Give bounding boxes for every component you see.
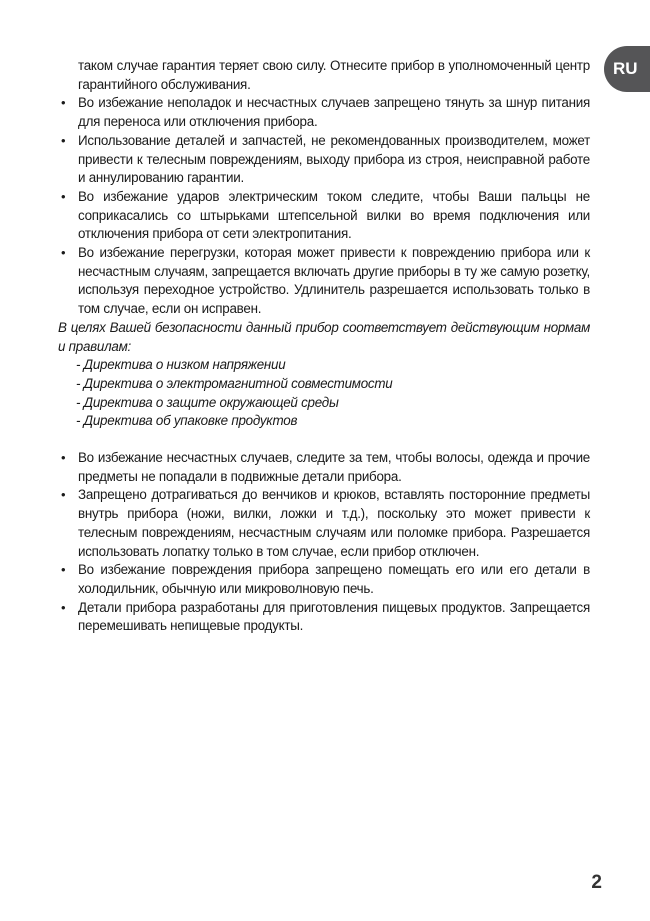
list-item-text: Во избежание несчастных случаев, следите за тем, чтобы волосы, одежда и прочие предметы не попадали в подвижные детали прибора. <box>78 450 590 484</box>
bullet-icon: • <box>61 188 66 204</box>
list-item-text: Во избежание неполадок и несчастных случаев запрещено тянуть за шнур питания для переноса или отключения прибора. <box>78 95 590 130</box>
bullet-icon: • <box>61 95 66 111</box>
bullet-icon: • <box>61 599 66 615</box>
bullet-icon: • <box>61 562 66 578</box>
directive-item: - Директива о низком напряжении <box>76 357 286 373</box>
list-item-text: Во избежание перегрузки, которая может привести к повреждению прибора или к несчастным случаям, запрещается включать другие приборы в ту же самую розетку, используя переходное устройство. Удлинитель разрешается использовать только в том случае, если он исправен. <box>78 245 590 317</box>
directive-item: - Директива об упаковке продуктов <box>76 413 298 429</box>
list-item <box>58 94 590 131</box>
language-tab: RU <box>604 46 650 92</box>
list-item-text: Детали прибора разработаны для приготовления пищевых продуктов. Запрещается перемешивать непищевые продукты. <box>78 599 590 634</box>
list-item <box>58 188 590 244</box>
list-item-text: Использование деталей и запчастей, не рекомендованных производителем, может привести к телесным повреждениям, выходу прибора из строя, неисправной работе и аннулированию гарантии. <box>78 132 590 186</box>
page-number: 2 <box>591 872 602 893</box>
list-item <box>58 244 590 319</box>
list-item-text: Во избежание повреждения прибора запрещено помещать его или его детали в холодильник, обычную или микроволновую печь. <box>78 562 590 596</box>
list-item <box>58 449 590 486</box>
directive-item: - Директива о защите окружающей среды <box>76 394 339 410</box>
bullet-list-1 <box>58 94 590 318</box>
list-item <box>58 486 590 561</box>
list-item <box>58 132 590 188</box>
list-item <box>58 561 590 598</box>
list-item-text: Запрещено дотрагиваться до венчиков и крюков, вставлять посторонние предметы внутрь прибора (ножи, вилки, ложки и т.д.), поскольку это может привести к телесным повреждениям, несчастным случаям или поломке прибора. Разрешается использовать лопатку только в том случае, если прибор отключен. <box>78 487 590 559</box>
directive-item: - Директива о электромагнитной совместимости <box>76 375 393 391</box>
bullet-icon: • <box>61 487 66 503</box>
list-item <box>58 599 590 636</box>
bullet-icon: • <box>61 245 66 261</box>
page-content <box>58 57 590 636</box>
list-item-text: Во избежание ударов электрическим током следите, чтобы Ваши пальцы не соприкасались со штырьками штепсельной вилки во время подключения или отключения прибора от сети электропитания. <box>78 188 590 242</box>
bullet-icon: • <box>61 132 66 148</box>
intro-continuation: таком случае гарантия теряет свою силу. Отнесите прибор в уполномоченный центр гарантийного обслуживания. <box>78 58 590 92</box>
bullet-icon: • <box>61 450 66 466</box>
safety-note: В целях Вашей безопасности данный прибор соответствует действующим нормам и правилам: <box>58 319 590 354</box>
spacer <box>58 431 590 449</box>
directive-list <box>58 356 590 431</box>
bullet-list-2 <box>58 449 590 636</box>
